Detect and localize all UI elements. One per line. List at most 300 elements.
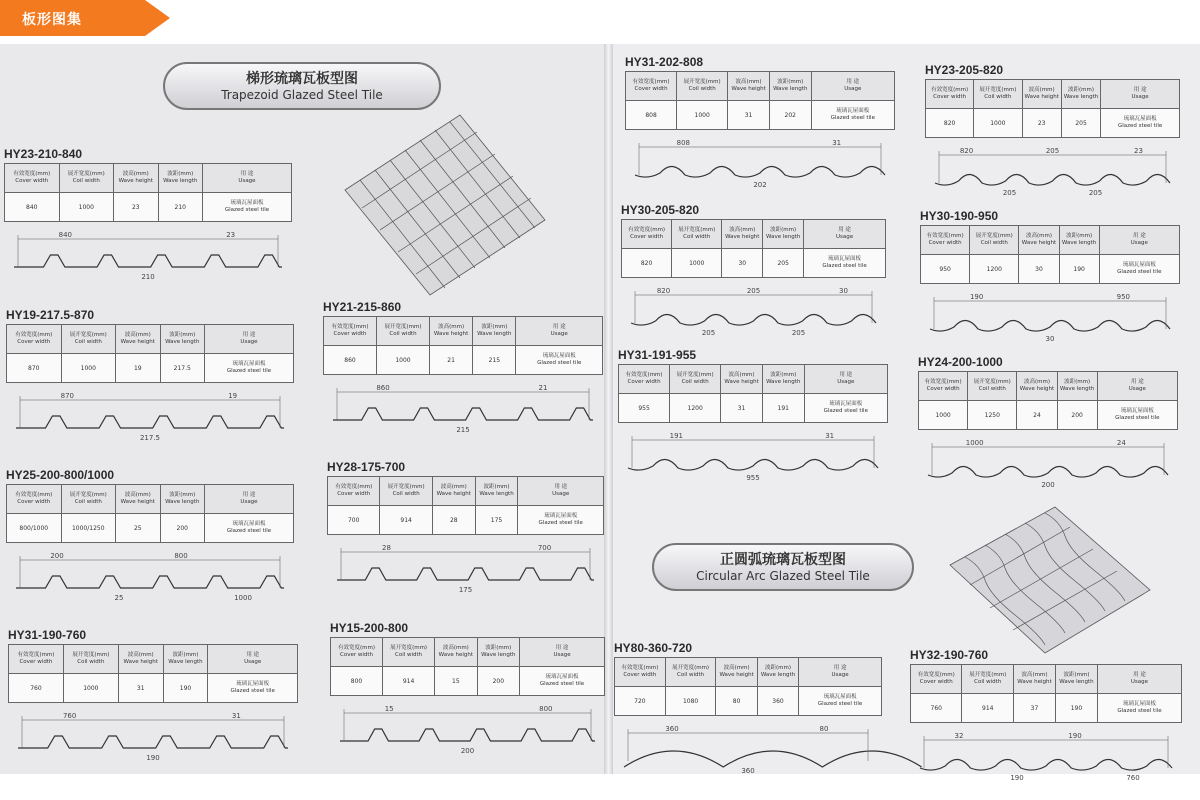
profile-diagram [625, 137, 895, 195]
spec-usage-cell [205, 514, 294, 543]
header-en: Wave length [1061, 240, 1097, 246]
spec-header-cell [974, 80, 1022, 109]
spec-header-cell [762, 365, 804, 394]
section-title-zh: 正圆弧琉璃瓦板型图 [720, 552, 846, 568]
spec-header-row [911, 665, 1182, 694]
profile-line [930, 320, 1170, 331]
header-en: Usage [238, 178, 256, 184]
spec-value-wave-length: 210 [158, 193, 202, 222]
profile-diagram [323, 382, 603, 440]
header-zh: 波高(mm) [124, 492, 151, 498]
spec-header-row [619, 365, 888, 394]
profile-diagram [8, 710, 298, 768]
header-en: Coil width [74, 499, 102, 505]
spec-value-wave-height: 23 [1022, 109, 1061, 138]
product-model-label: HY31-190-760 [8, 628, 87, 642]
dimension-label: 820 [656, 287, 671, 295]
spec-header-cell [116, 485, 160, 514]
dimension-label: 1000 [234, 594, 252, 602]
spec-header-row [9, 645, 298, 674]
header-zh: 波距(mm) [169, 492, 196, 498]
spec-value-wave-length: 205 [763, 249, 804, 278]
spec-value-coil: 1000 [59, 193, 114, 222]
spec-value-row [7, 514, 294, 543]
header-zh: 波高(mm) [723, 665, 750, 671]
spec-value-cover: 800 [331, 667, 383, 696]
spec-header-cell [205, 485, 294, 514]
spec-value-wave-height: 23 [114, 193, 158, 222]
header-en: Wave height [725, 234, 760, 240]
dimension-label: 860 [376, 384, 390, 392]
header-zh: 波高(mm) [735, 79, 762, 85]
header-en: Usage [844, 86, 862, 92]
spec-value-wave-height: 25 [116, 514, 160, 543]
spec-header-cell [728, 72, 770, 101]
usage-en: Glazed steel tile [1117, 708, 1162, 714]
spec-value-cover: 870 [7, 354, 62, 383]
usage-en: Glazed steel tile [537, 360, 582, 366]
profile-diagram [918, 437, 1178, 495]
spec-value-row [324, 346, 603, 375]
usage-zh: 琉璃瓦屋面板 [823, 694, 857, 700]
dimension-label: 200 [1041, 481, 1055, 489]
spec-header-cell [1017, 372, 1057, 401]
spec-table [920, 225, 1180, 284]
spec-header-cell [968, 372, 1017, 401]
dimension-label: 360 [741, 767, 755, 775]
product-model-label: HY30-205-820 [621, 203, 700, 217]
header-en: Coil width [389, 331, 417, 337]
header-zh: 波高(mm) [1023, 379, 1050, 385]
header-zh: 波高(mm) [1025, 233, 1052, 239]
header-en: Coil width [683, 234, 711, 240]
header-zh: 有效宽度(mm) [931, 87, 969, 93]
spec-header-cell [769, 72, 811, 101]
spec-value-cover: 820 [622, 249, 672, 278]
spec-header-row [622, 220, 886, 249]
header-en: Wave height [724, 379, 759, 385]
header-en: Coil width [72, 178, 100, 184]
dimension-label: 360 [665, 725, 679, 733]
spec-value-wave-height: 15 [435, 667, 477, 696]
dimension-label: 25 [114, 594, 124, 602]
usage-zh: 琉璃瓦屋面板 [1122, 701, 1156, 707]
spec-value-wave-height: 19 [116, 354, 160, 383]
spec-value-row [615, 687, 882, 716]
spec-header-cell [208, 645, 298, 674]
spec-header-cell [430, 317, 473, 346]
spec-table [330, 637, 605, 696]
usage-zh: 琉璃瓦屋面板 [544, 513, 578, 519]
section-title-arc [652, 543, 914, 591]
usage-zh: 琉璃瓦屋面板 [829, 401, 863, 407]
header-en: Cover width [333, 331, 367, 337]
spec-header-cell [1097, 665, 1181, 694]
spec-header-cell [626, 72, 677, 101]
spec-header-row [328, 477, 604, 506]
header-en: Coil width [74, 339, 102, 345]
spec-usage-cell [520, 667, 605, 696]
header-en: Coil width [392, 491, 420, 497]
header-zh: 有效宽度(mm) [628, 227, 666, 233]
profile-line [18, 736, 288, 748]
spec-value-row [911, 694, 1182, 723]
profile-diagram [621, 285, 886, 343]
header-zh: 用 途 [242, 332, 256, 338]
spec-header-cell [116, 325, 160, 354]
header-zh: 有效宽度(mm) [15, 492, 53, 498]
spec-header-row [626, 72, 895, 101]
dimension-label: 200 [460, 747, 475, 755]
header-zh: 波高(mm) [728, 372, 755, 378]
spec-value-wave-height: 31 [721, 394, 763, 423]
spec-header-cell [59, 164, 114, 193]
spec-header-row [324, 317, 603, 346]
profile-diagram [327, 542, 604, 600]
spec-header-cell [432, 477, 475, 506]
spec-value-cover: 860 [324, 346, 377, 375]
header-en: Cover width [928, 240, 962, 246]
section-title-en: Circular Arc Glazed Steel Tile [696, 569, 870, 583]
header-zh: 有效宽度(mm) [15, 332, 53, 338]
spec-value-row [926, 109, 1180, 138]
spec-value-wave-height: 80 [716, 687, 757, 716]
spec-value-row [331, 667, 605, 696]
spec-header-cell [383, 638, 435, 667]
dimension-label: 205 [1088, 189, 1103, 197]
spec-value-cover: 760 [911, 694, 962, 723]
product-model-label: HY19-217.5-870 [6, 308, 95, 322]
spec-table [910, 664, 1182, 723]
spec-table [621, 219, 886, 278]
header-en: Usage [837, 379, 855, 385]
spec-header-cell [1022, 80, 1061, 109]
spec-header-cell [331, 638, 383, 667]
dimension-label: 210 [141, 273, 155, 281]
spec-header-cell [763, 220, 804, 249]
profile-line [935, 174, 1170, 185]
spec-table [925, 79, 1180, 138]
dimension-label: 200 [50, 552, 64, 560]
profile-line [16, 576, 284, 588]
header-en: Wave height [118, 178, 153, 184]
usage-zh: 琉璃瓦屋面板 [836, 108, 870, 114]
header-en: Wave length [760, 672, 796, 678]
header-en: Wave length [1063, 94, 1099, 100]
header-en: Coil width [676, 672, 705, 678]
header-en: Wave height [731, 86, 766, 92]
dimension-label: 205 [701, 329, 716, 337]
header-en: Wave height [120, 339, 155, 345]
spec-value-row [921, 255, 1180, 284]
usage-zh: 琉璃瓦屋面板 [1120, 408, 1154, 414]
spec-table [618, 364, 888, 423]
header-en: Wave length [765, 234, 801, 240]
spec-table [625, 71, 895, 130]
dimension-label: 205 [1045, 147, 1060, 155]
dimension-label: 955 [746, 474, 760, 482]
header-en: Coil width [984, 94, 1012, 100]
spec-table [8, 644, 298, 703]
dimension-label: 19 [228, 392, 238, 400]
header-zh: 有效宽度(mm) [632, 79, 670, 85]
dimension-label: 760 [1126, 774, 1140, 782]
spec-value-coil: 1000 [61, 354, 116, 383]
spec-header-cell [435, 638, 477, 667]
profile-line [631, 314, 876, 325]
spec-table [6, 484, 294, 543]
spec-value-row [9, 674, 298, 703]
header-zh: 有效宽度(mm) [625, 372, 663, 378]
spec-header-cell [672, 220, 722, 249]
dimension-label: 205 [1002, 189, 1017, 197]
header-en: Wave height [438, 652, 474, 658]
dimension-label: 700 [537, 544, 552, 552]
spec-value-wave-length: 200 [1057, 401, 1097, 430]
profile-line [333, 408, 593, 420]
spec-value-wave-length: 191 [762, 394, 804, 423]
spec-value-coil: 1000 [672, 249, 722, 278]
spec-header-cell [757, 658, 798, 687]
profile-line [337, 568, 594, 580]
header-zh: 有效宽度(mm) [917, 672, 955, 678]
spec-header-cell [926, 80, 974, 109]
dimension-label: 32 [954, 732, 964, 740]
spec-value-coil: 1200 [970, 255, 1019, 284]
header-zh: 波距(mm) [770, 372, 797, 378]
header-zh: 波距(mm) [764, 665, 791, 671]
spec-header-cell [615, 658, 666, 687]
header-en: Wave height [120, 499, 155, 505]
spec-header-cell [804, 220, 886, 249]
spec-header-cell [63, 645, 118, 674]
spec-usage-cell [516, 346, 603, 375]
usage-en: Glazed steel tile [538, 520, 583, 526]
product-model-label: HY31-202-808 [625, 55, 704, 69]
usage-zh: 琉璃瓦屋面板 [545, 674, 579, 680]
dimension-label: 205 [791, 329, 806, 337]
spec-usage-cell [1097, 694, 1181, 723]
spec-value-cover: 840 [5, 193, 60, 222]
header-zh: 波高(mm) [440, 484, 467, 490]
usage-en: Glazed steel tile [1115, 415, 1160, 421]
spec-value-cover: 955 [619, 394, 670, 423]
header-en: Cover width [17, 499, 51, 505]
spec-value-coil: 1000/1250 [61, 514, 116, 543]
header-zh: 展开宽度(mm) [979, 87, 1017, 93]
header-en: Usage [835, 234, 854, 240]
spec-header-row [615, 658, 882, 687]
spec-value-coil: 1200 [670, 394, 721, 423]
header-zh: 波高(mm) [124, 332, 151, 338]
header-zh: 有效宽度(mm) [621, 665, 659, 671]
spec-header-cell [1099, 226, 1179, 255]
spec-value-wave-length: 215 [473, 346, 516, 375]
spec-header-cell [1055, 665, 1097, 694]
spec-value-wave-length: 200 [477, 667, 519, 696]
profile-diagram [6, 390, 294, 448]
usage-en: Glazed steel tile [226, 368, 272, 374]
spec-value-wave-length: 360 [757, 687, 798, 716]
header-en: Wave length [163, 178, 198, 184]
dimension-label: 30 [1045, 335, 1055, 343]
header-zh: 有效宽度(mm) [926, 233, 964, 239]
header-zh: 用 途 [1133, 87, 1147, 93]
usage-en: Glazed steel tile [822, 263, 867, 269]
spec-usage-cell [799, 687, 882, 716]
header-zh: 展开宽度(mm) [678, 227, 716, 233]
spec-header-cell [799, 658, 882, 687]
spec-table [327, 476, 604, 535]
spec-header-cell [722, 220, 763, 249]
usage-en: Glazed steel tile [230, 688, 275, 694]
header-en: Coil width [688, 86, 716, 92]
spec-value-row [328, 506, 604, 535]
header-zh: 波距(mm) [770, 227, 797, 233]
spec-value-wave-height: 30 [722, 249, 763, 278]
spec-usage-cell [208, 674, 298, 703]
header-zh: 波距(mm) [777, 79, 804, 85]
header-zh: 波高(mm) [729, 227, 756, 233]
spec-usage-cell [203, 193, 292, 222]
header-en: Coil width [394, 652, 423, 658]
spec-header-cell [477, 638, 519, 667]
spec-table [918, 371, 1178, 430]
section-title-trapezoid [163, 62, 441, 110]
spec-value-coil: 1000 [63, 674, 118, 703]
spec-value-cover: 760 [9, 674, 64, 703]
header-en: Usage [244, 659, 262, 665]
dimension-label: 950 [1116, 293, 1131, 301]
header-zh: 有效宽度(mm) [17, 652, 55, 658]
header-en: Cover width [623, 672, 657, 678]
spec-header-cell [516, 317, 603, 346]
header-en: Coil width [980, 240, 1008, 246]
spec-header-cell [1101, 80, 1180, 109]
section-title-en: Trapezoid Glazed Steel Tile [221, 88, 383, 102]
header-en: Usage [240, 339, 258, 345]
header-zh: 展开宽度(mm) [72, 652, 110, 658]
spec-value-wave-length: 190 [1059, 255, 1099, 284]
profile-diagram [910, 730, 1182, 788]
spec-header-cell [377, 317, 430, 346]
dimension-label: 31 [832, 139, 842, 147]
spec-header-cell [911, 665, 962, 694]
header-zh: 用 途 [846, 79, 860, 85]
header-zh: 用 途 [1130, 379, 1144, 385]
spec-value-wave-height: 31 [118, 674, 163, 703]
spec-header-cell [811, 72, 894, 101]
spec-header-cell [962, 665, 1013, 694]
spec-header-cell [919, 372, 968, 401]
header-zh: 有效宽度(mm) [331, 324, 369, 330]
dimension-label: 205 [746, 287, 761, 295]
dimension-label: 202 [753, 181, 767, 189]
profile-line [16, 416, 284, 428]
spec-header-cell [114, 164, 158, 193]
spec-header-row [331, 638, 605, 667]
header-zh: 用 途 [1132, 233, 1146, 239]
spec-header-cell [1013, 665, 1055, 694]
spec-header-cell [970, 226, 1019, 255]
product-model-label: HY28-175-700 [327, 460, 406, 474]
spec-header-cell [473, 317, 516, 346]
profile-diagram [618, 430, 888, 488]
profile-diagram [330, 703, 605, 761]
spec-header-cell [9, 645, 64, 674]
header-en: Coil width [681, 379, 709, 385]
dimension-label: 820 [959, 147, 974, 155]
header-zh: 波距(mm) [483, 484, 510, 490]
spec-header-row [926, 80, 1180, 109]
dimension-label: 870 [60, 392, 75, 400]
spec-usage-cell [804, 249, 886, 278]
spec-value-coil: 1000 [377, 346, 430, 375]
spec-value-coil: 1250 [968, 401, 1017, 430]
header-zh: 用 途 [552, 324, 566, 330]
header-en: Wave length [481, 652, 516, 658]
header-en: Cover width [17, 339, 51, 345]
header-zh: 波距(mm) [485, 645, 512, 651]
header-zh: 用 途 [838, 227, 851, 233]
spec-header-cell [670, 365, 721, 394]
header-en: Wave length [165, 339, 200, 345]
spec-header-row [5, 164, 292, 193]
header-zh: 波距(mm) [1064, 379, 1091, 385]
spec-header-cell [160, 485, 204, 514]
usage-en: Glazed steel tile [224, 207, 270, 213]
spec-value-row [622, 249, 886, 278]
dimension-label: 217.5 [139, 434, 161, 442]
header-zh: 有效宽度(mm) [335, 484, 373, 490]
product-model-label: HY23-205-820 [925, 63, 1004, 77]
spec-header-cell [380, 477, 432, 506]
header-zh: 用 途 [1133, 672, 1146, 678]
spec-header-cell [203, 164, 292, 193]
spec-usage-cell [1099, 255, 1179, 284]
spec-value-cover: 950 [921, 255, 970, 284]
spec-value-wave-length: 200 [160, 514, 204, 543]
header-zh: 展开宽度(mm) [969, 672, 1007, 678]
spec-value-wave-length: 190 [1055, 694, 1097, 723]
dimension-label: 31 [231, 712, 241, 720]
header-en: Cover width [634, 86, 668, 92]
spec-value-wave-height: 24 [1017, 401, 1057, 430]
dimension-label: 808 [676, 139, 691, 147]
spec-header-cell [622, 220, 672, 249]
usage-zh: 琉璃瓦屋面板 [1123, 116, 1157, 122]
dimension-label: 15 [384, 705, 394, 713]
header-zh: 用 途 [839, 372, 853, 378]
dimension-label: 1000 [965, 439, 984, 447]
product-model-label: HY30-190-950 [920, 209, 999, 223]
banner-label: 板形图集 [22, 12, 82, 28]
spec-header-cell [1019, 226, 1059, 255]
usage-zh: 琉璃瓦屋面板 [828, 256, 862, 262]
header-en: Usage [240, 499, 258, 505]
header-en: Usage [553, 652, 571, 658]
header-en: Coil width [974, 679, 1002, 685]
spec-value-wave-length: 217.5 [160, 354, 204, 383]
header-zh: 展开宽度(mm) [683, 79, 721, 85]
header-en: Cover width [933, 94, 967, 100]
product-model-label: HY15-200-800 [330, 621, 409, 635]
header-zh: 波高(mm) [442, 645, 469, 651]
spec-value-cover: 1000 [919, 401, 968, 430]
spec-value-cover: 800/1000 [7, 514, 62, 543]
header-en: Wave height [1024, 94, 1059, 100]
header-zh: 展开宽度(mm) [69, 332, 107, 338]
